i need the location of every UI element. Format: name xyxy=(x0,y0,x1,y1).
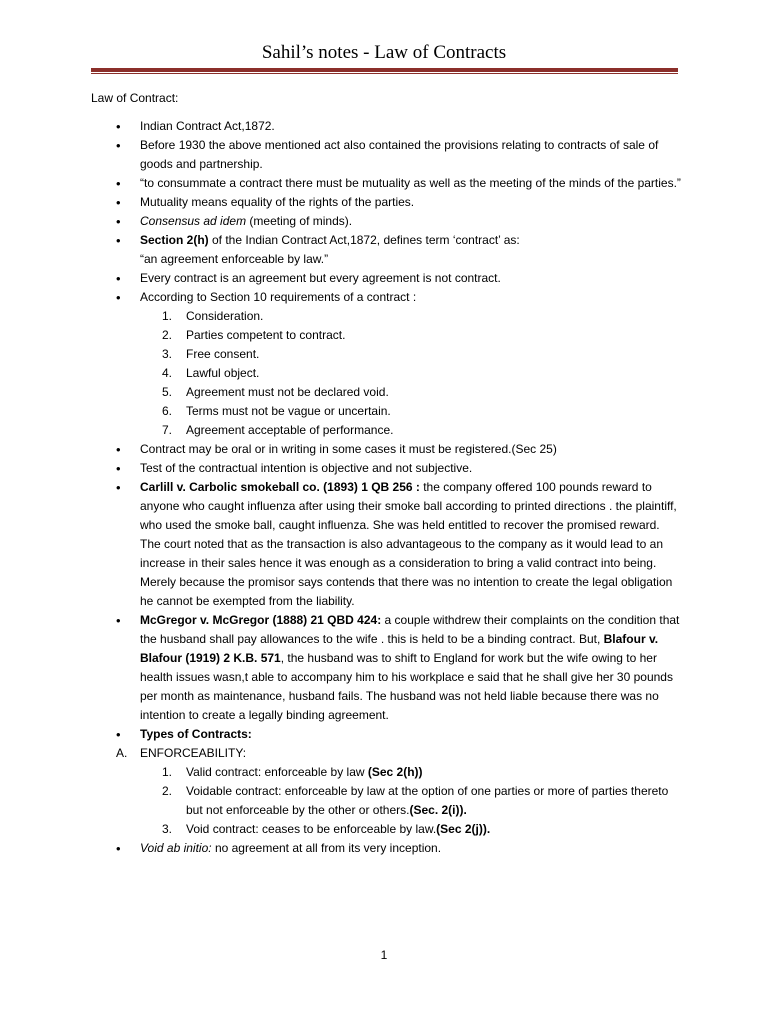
list-item-carlill: • Carlill v. Carbolic smokeball co. (1893) 1 QB 256 : the company offered 100 pounds reward to anyone who caught influenza after using their smoke ball according to printed directions . the plaintiff, who used the smoke ball, caught influenza. She was held entitled to recover the promised reward. The court noted that as the transaction is also advantageous to the company as it would lead to an increase in their sales hence it was enough as a consideration to bring a valid contract into being. Merely because the promisor says contends that there was no intention to create the legal obligation he cannot be exempted from the liability. xyxy=(91,478,681,611)
enforceability-list xyxy=(91,763,681,839)
list-item-test: • Test of the contractual intention is objective and not subjective. xyxy=(91,459,681,478)
list-item-consensus: • Consensus ad idem (meeting of minds). xyxy=(91,212,681,231)
enforceability-heading: A. ENFORCEABILITY: xyxy=(116,746,247,760)
list-item-act: • Indian Contract Act,1872. xyxy=(91,117,681,136)
list-item-every-contract: • Every contract is an agreement but every agreement is not contract. xyxy=(91,269,681,288)
enforceability-item: 2. Voidable contract: enforceable by law at the option of one parties or more of parties thereto but not enforceable by the other or others.(Sec. 2(i)). xyxy=(162,784,669,817)
requirement-item: 4. Lawful object. xyxy=(162,366,260,380)
list-item-sec2h: • Section 2(h) of the Indian Contract Act,1872, defines term ‘contract’ as: “an agreement enforceable by law.” xyxy=(91,231,681,269)
requirements-list xyxy=(91,307,681,440)
notes-body xyxy=(91,117,681,858)
final-bullet-list xyxy=(91,839,681,858)
enforceability-item: 1. Valid contract: enforceable by law (Sec 2(h)) xyxy=(162,765,423,779)
main-bullet-list xyxy=(91,117,681,307)
main-bullet-list-continued xyxy=(91,440,681,744)
header-rule-thin xyxy=(91,73,678,74)
requirement-item: 1. Consideration. xyxy=(162,309,264,323)
requirement-item: 3. Free consent. xyxy=(162,347,260,361)
requirement-item: 7. Agreement acceptable of performance. xyxy=(162,423,394,437)
list-item-before1930: • Before 1930 the above mentioned act also contained the provisions relating to contracts of sale of goods and partnership. xyxy=(91,136,681,174)
page-title: Sahil’s notes - Law of Contracts xyxy=(261,42,507,63)
enforceability-item: 3. Void contract: ceases to be enforceable by law.(Sec 2(j)). xyxy=(162,822,491,836)
list-item-types: • Types of Contracts: xyxy=(91,725,681,744)
section-heading: Law of Contract: xyxy=(91,91,179,105)
page-number: 1 xyxy=(380,948,388,962)
header-rule xyxy=(91,68,678,72)
list-item-mutuality: • Mutuality means equality of the rights of the parties. xyxy=(91,193,681,212)
requirement-item: 5. Agreement must not be declared void. xyxy=(162,385,389,399)
list-item-mcgregor: • McGregor v. McGregor (1888) 21 QBD 424: a couple withdrew their complaints on the condition that the husband shall pay allowances to the wife . this is held to be a binding contract. But, Blafour v. Blafour (1919) 2 K.B. 571, the husband was to shift to England for work but the wife owing to her health issues wasn,t able to accompany him to his workplace e said that he shall give her 30 pounds per month as maintenance, husband fails. The husband was not held liable because there was no intention to create a legally binding agreement. xyxy=(91,611,681,725)
list-item-void-ab-initio: • Void ab initio: no agreement at all from its very inception. xyxy=(91,839,681,858)
requirement-item: 2. Parties competent to contract. xyxy=(162,328,346,342)
requirement-item: 6. Terms must not be vague or uncertain. xyxy=(162,404,391,418)
list-item-consummate: • “to consummate a contract there must be mutuality as well as the meeting of the minds of the parties.” xyxy=(91,174,681,193)
list-item-sec10: • According to Section 10 requirements of a contract : xyxy=(91,288,681,307)
list-item-oral: • Contract may be oral or in writing in some cases it must be registered.(Sec 25) xyxy=(91,440,681,459)
